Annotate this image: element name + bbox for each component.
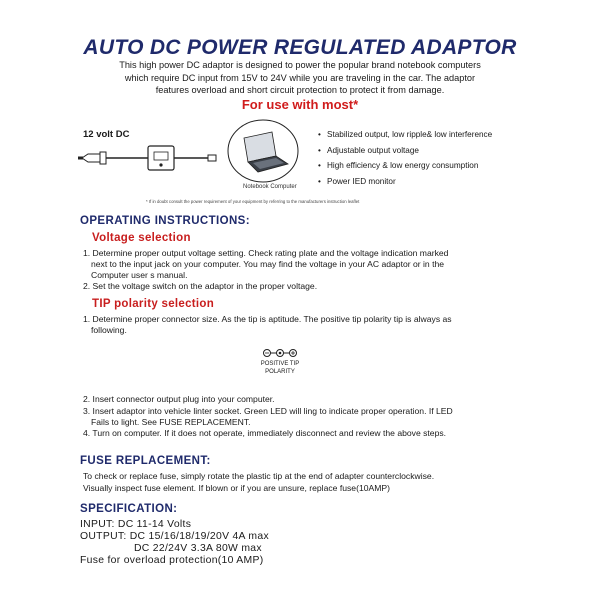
polarity-label: POSITIVE TIP POLARITY	[260, 361, 300, 375]
intro-line: which require DC input from 15V to 24V while you are traveling in the car. The adaptor	[124, 72, 476, 83]
polarity-symbol-icon	[260, 346, 300, 360]
notebook-label: Notebook Computer	[243, 184, 297, 190]
voltage-step-2: 2. Set the voltage switch on the adaptor in the proper voltage.	[83, 281, 318, 291]
footnote: * If in doubt consult the power requirement of your equipment by referring to the manufacturers instruction leaflet	[146, 199, 360, 204]
for-use-heading: For use with most*	[241, 97, 359, 112]
spec-output-1: OUTPUT: DC 15/16/18/19/20V 4A max	[80, 531, 269, 542]
fuse-heading: FUSE REPLACEMENT:	[80, 455, 211, 467]
feature-item: • Adjustable output voltage	[318, 143, 492, 159]
bullet-icon: •	[318, 130, 321, 139]
intro-line: features overload and short circuit protection to protect it from damage.	[155, 85, 445, 95]
operating-heading: OPERATING INSTRUCTIONS:	[80, 215, 250, 227]
car-plug-illustration	[78, 140, 220, 176]
voltage-step-1: 1. Determine proper output voltage setting. Check rating plate and the voltage indication marked next to the input jack on your computer. You may find the voltage in your AC adaptor or in the Computer user s manual.	[83, 248, 449, 280]
document-title: AUTO DC POWER REGULATED ADAPTOR	[83, 36, 517, 59]
bullet-icon: •	[318, 176, 321, 186]
feature-list	[318, 127, 492, 189]
tip-step-1: 1. Determine proper connector size. As the tip is aptitude. The positive tip polarity tip is always as following.	[83, 314, 452, 335]
specification-heading: SPECIFICATION:	[80, 503, 178, 515]
spec-output-2: DC 22/24V 3.3A 80W max	[134, 543, 262, 554]
notebook-computer-illustration	[226, 118, 300, 184]
intro-line: This high power DC adaptor is designed to power the popular brand notebook computers	[119, 60, 481, 70]
bullet-icon: •	[318, 161, 321, 170]
feature-item: • Power IED monitor	[318, 174, 492, 190]
feature-item: • Stabilized output, low ripple& low interference	[318, 127, 492, 143]
operating-steps: 2. Insert connector output plug into your computer. 3. Insert adaptor into vehicle linter socket. Green LED will ling to indicate proper operation. If LED Fails to light. See FUSE REPLACEMENT. 4. Turn on computer. If it does not operate, immediately disconnect and review the above steps.	[83, 394, 453, 438]
feature-item: • High efficiency & low energy consumption	[318, 158, 492, 174]
spec-fuse: Fuse for overload protection(10 AMP)	[80, 555, 264, 566]
fuse-instructions: To check or replace fuse, simply rotate the plastic tip at the end of adapter counterclockwise. Visually inspect fuse element. If blown or if you are unsure, replace fuse(10AMP)	[83, 471, 435, 493]
volt-label: 12 volt DC	[83, 129, 130, 140]
bullet-icon: •	[318, 145, 321, 155]
voltage-selection-heading: Voltage selection	[92, 232, 191, 244]
tip-polarity-heading: TIP polarity selection	[92, 298, 215, 310]
spec-input: INPUT: DC 11-14 Volts	[80, 519, 192, 530]
intro-paragraph	[0, 59, 600, 97]
